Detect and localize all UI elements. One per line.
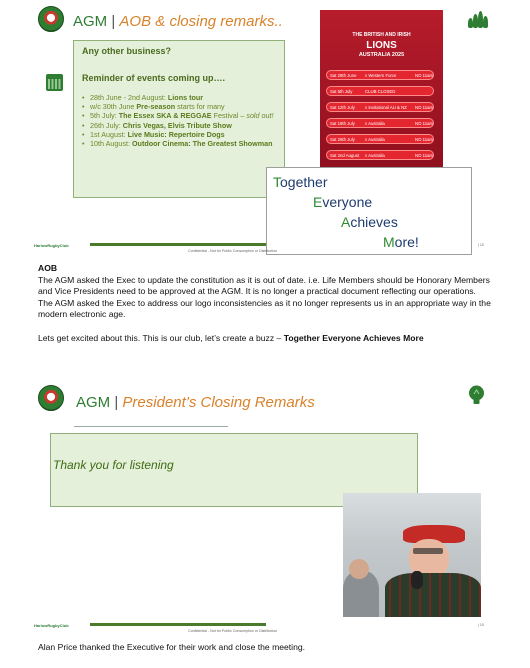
box-heading-aob: Any other business? <box>82 46 172 56</box>
title-separator: | <box>114 394 119 411</box>
tw-line-together: Together <box>273 174 328 190</box>
box-heading-events: Reminder of events coming up…. <box>82 73 226 83</box>
teamwork-acronym-box <box>266 167 472 255</box>
fixture-row: Sat 5th July CLUB CLOSED <box>326 86 434 96</box>
notes-para-logo: The AGM asked the Exec to address our logo inconsistencies as it no longer represents us in an appropriate way in the modern electronic age. <box>38 297 491 320</box>
footer-bar <box>90 623 266 626</box>
title-prefix: AGM <box>76 394 111 411</box>
event-item: • 1st August: Live Music: Repertoire Dogs <box>82 130 287 139</box>
calendar-icon <box>46 74 63 91</box>
fixture-row: Sat 19th July v Australia NO 11am <box>326 118 434 128</box>
lightbulb-icon <box>468 385 485 406</box>
footer-bar <box>90 243 266 246</box>
fixture-row: Sat 28th June v Western Force NO 11am <box>326 70 434 80</box>
title-separator: | <box>111 13 116 30</box>
footer-brand: HarlowRugbyClub <box>34 243 69 248</box>
footer-brand: HarlowRugbyClub <box>34 623 69 628</box>
crowd-icon <box>468 8 490 30</box>
fixture-row: Sat 12th July v Invitational AU & NZ NO 11am <box>326 102 434 112</box>
events-list <box>82 93 287 148</box>
slide-title <box>76 394 315 411</box>
event-item: • w/c 30th June Pre-season starts for many <box>82 102 287 111</box>
thanks-text: Thank you for listening <box>53 458 174 472</box>
notes-para-constitution: The AGM asked the Exec to update the constitution as it is out of date. i.e. Life Members should be Honorary Members and Vice Presidents need to be approved at the AGM. It is no longer a practical document reflecting our operations. <box>38 274 490 297</box>
lions-tour-poster <box>320 10 443 172</box>
page-number: | 10 <box>478 623 484 627</box>
club-logo <box>38 385 64 411</box>
tw-line-everyone: Everyone <box>313 194 373 210</box>
slide-president-remarks <box>30 375 500 635</box>
president-photo <box>343 493 481 617</box>
notes-heading: AOB <box>38 263 58 273</box>
events-box <box>73 40 285 198</box>
title-prefix: AGM <box>73 13 108 30</box>
poster-line1: THE BRITISH AND IRISH <box>352 32 411 38</box>
tw-line-achieves: Achieves <box>341 214 398 230</box>
title-subtitle: AOB & closing remarks.. <box>119 13 283 30</box>
poster-line2: LIONS <box>366 40 397 51</box>
event-item: • 5th July: The Essex SKA & REGGAE Festival – sold out! <box>82 111 287 120</box>
fixture-row: Sat 2nd August v Australia NO 11am <box>326 150 434 160</box>
event-item: • 28th June - 2nd August: Lions tour <box>82 93 287 102</box>
title-underline <box>74 426 228 427</box>
event-item: • 26th July: Chris Vegas, Elvis Tribute Show <box>82 121 287 130</box>
slide-title <box>73 13 283 30</box>
poster-line3: AUSTRALIA 2025 <box>358 52 405 58</box>
tw-line-more: More! <box>383 234 419 250</box>
notes-para-buzz: Lets get excited about this. This is our club, let’s create a buzz – Together Everyone Achieves More <box>38 332 424 343</box>
closing-note: Alan Price thanked the Executive for their work and close the meeting. <box>38 642 306 652</box>
aob-notes <box>38 263 496 344</box>
page-number: | 10 <box>478 243 484 247</box>
slide-aob <box>30 0 500 255</box>
fixture-row: Sat 26th July v Australia NO 11am <box>326 134 434 144</box>
event-item: • 10th August: Outdoor Cinema: The Greatest Showman <box>82 139 287 148</box>
footer-confidential: Confidential - Not for Public Consumption or Distribution <box>188 629 278 633</box>
footer-confidential: Confidential - Not for Public Consumption or Distribution <box>188 249 278 253</box>
title-subtitle: President’s Closing Remarks <box>122 394 315 411</box>
club-logo <box>38 6 64 32</box>
